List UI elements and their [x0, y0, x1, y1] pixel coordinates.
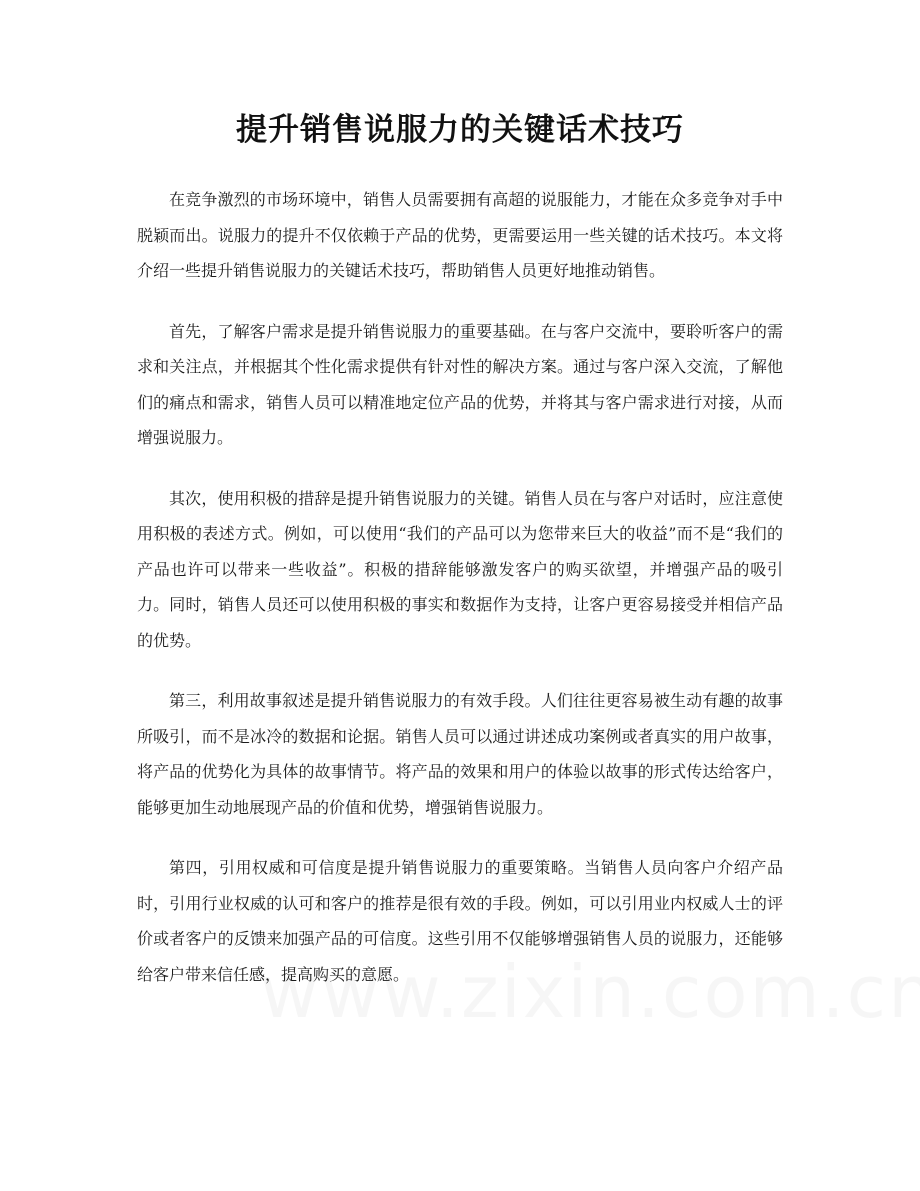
- paragraph-authority: 第四，引用权威和可信度是提升销售说服力的重要策略。当销售人员向客户介绍产品时，引用行业权威的认可和客户的推荐是很有效的手段。例如，可以引用业内权威人士的评价或者客户的反馈来加强产品的可信度。这些引用不仅能够增强销售人员的说服力，还能够给客户带来信任感，提高购买的意愿。: [137, 858, 783, 984]
- paragraph-positive-wording: 其次，使用积极的措辞是提升销售说服力的关键。销售人员在与客户对话时，应注意使用积极的表述方式。例如，可以使用“我们的产品可以为您带来巨大的收益”而不是“我们的产品也许可以带来一些收益”。积极的措辞能够激发客户的购买欲望，并增强产品的吸引力。同时，销售人员还可以使用积极的事实和数据作为支持，让客户更容易接受并相信产品的优势。: [137, 488, 783, 650]
- document-title: 提升销售说服力的关键话术技巧: [236, 112, 684, 148]
- paragraph-intro: 在竞争激烈的市场环境中，销售人员需要拥有高超的说服能力，才能在众多竞争对手中脱颖而出。说服力的提升不仅依赖于产品的优势，更需要运用一些关键的话术技巧。本文将介绍一些提升销售说服力的关键话术技巧，帮助销售人员更好地推动销售。: [137, 190, 783, 280]
- paragraph-storytelling: 第三，利用故事叙述是提升销售说服力的有效手段。人们往往更容易被生动有趣的故事所吸引，而不是冰冷的数据和论据。销售人员可以通过讲述成功案例或者真实的用户故事，将产品的优势化为具体的故事情节。将产品的效果和用户的体验以故事的形式传达给客户，能够更加生动地展现产品的价值和优势，增强销售说服力。: [137, 691, 783, 817]
- paragraph-customer-needs: 首先，了解客户需求是提升销售说服力的重要基础。在与客户交流中，要聆听客户的需求和关注点，并根据其个性化需求提供有针对性的解决方案。通过与客户深入交流，了解他们的痛点和需求，销售人员可以精准地定位产品的优势，并将其与客户需求进行对接，从而增强说服力。: [137, 321, 783, 447]
- document-body: [137, 182, 783, 1017]
